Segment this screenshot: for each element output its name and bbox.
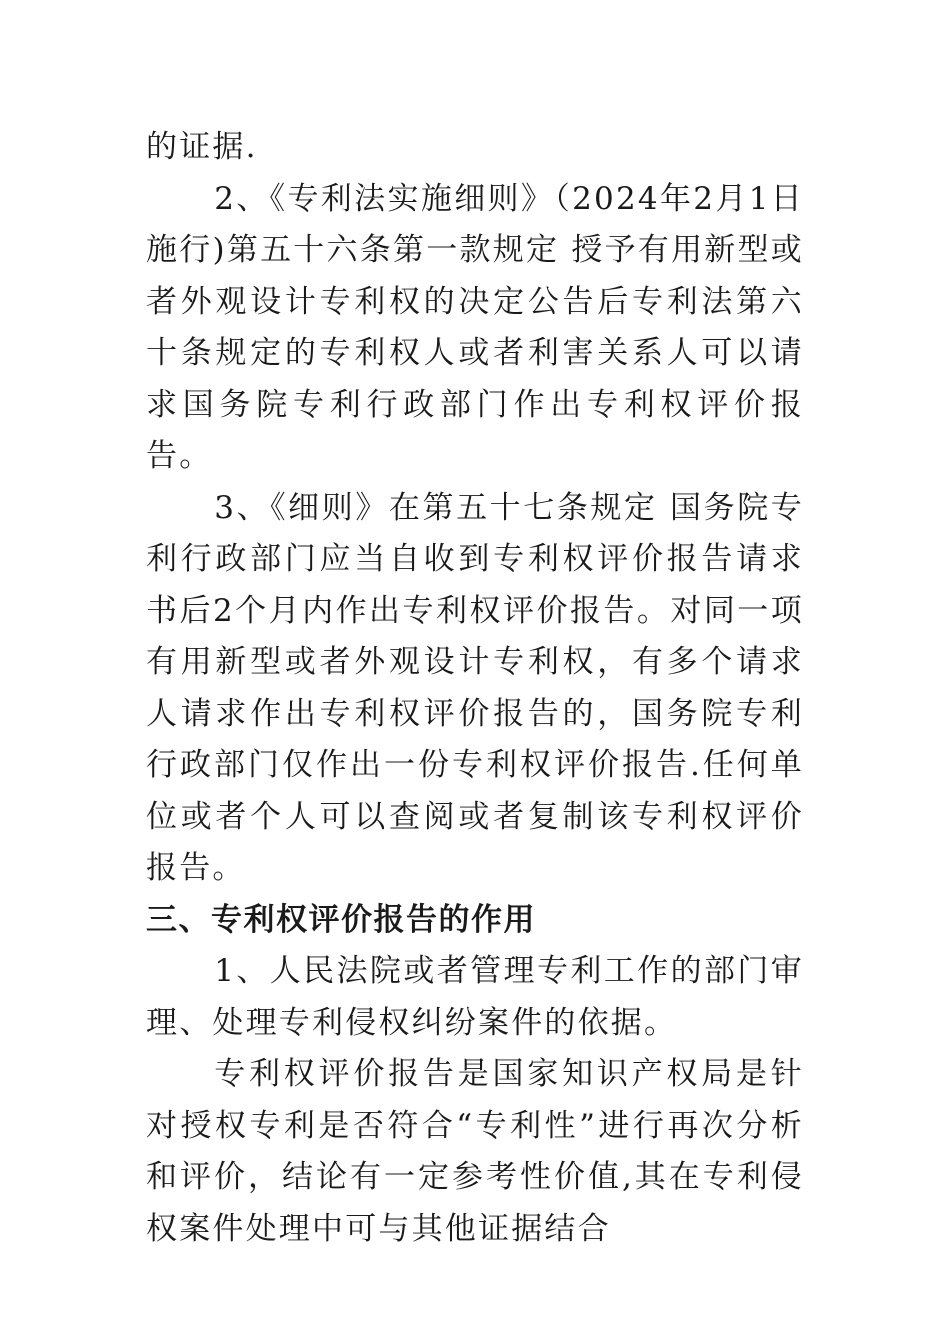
document-body (146, 122, 804, 1255)
section-heading-report-function: 三、专利权评价报告的作用 (146, 901, 536, 938)
paragraph-implementing-rules-article-56: 2、《专利法实施细则》（2024年2月1日施行)第五十六条第一款规定 授予有用新型或者外观设计专利权的决定公告后专利法第六十条规定的专利权人或者利害关系人可以请求国务院专利行政部门作出专利权评价报告。 (146, 180, 804, 474)
paragraph-court-basis: 1、人民法院或者管理专利工作的部门审理、处理专利侵权纠纷案件的依据。 (146, 953, 804, 1041)
paragraph-report-reference-value: 专利权评价报告是国家知识产权局是针对授权专利是否符合“专利性”进行再次分析和评价，结论有一定参考性价值,其在专利侵权案件处理中可与其他证据结合 (146, 1056, 804, 1247)
paragraph-rules-article-57: 3、《细则》在第五十七条规定 国务院专利行政部门应当自收到专利权评价报告请求书后2个月内作出专利权评价报告。对同一项有用新型或者外观设计专利权，有多个请求人请求作出专利权评价报告的，国务院专利行政部门仅作出一份专利权评价报告.任何单位或者个人可以查阅或者复制该专利权评价报告。 (146, 489, 804, 886)
paragraph-continuation: 的证据. (146, 129, 258, 165)
